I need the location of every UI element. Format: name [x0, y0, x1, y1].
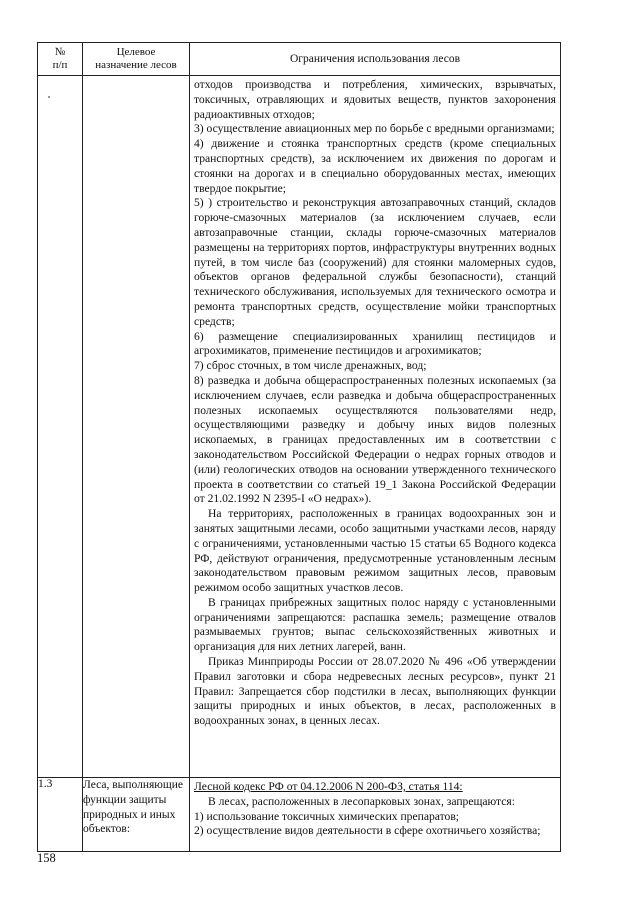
row-purpose-cell: Леса, выполняющие функции защиты природных и иных объектов:	[83, 778, 190, 852]
header-restrictions-cell	[190, 43, 561, 76]
restriction-item-4: 4) движение и стоянка транспортных средств (кроме специальных транспортных средств), за исключением их движения по дорогам и стоянки на дорогах и в специально оборудованных местах, имеющих твердое покрытие;	[194, 137, 556, 195]
header-purpose-line1: Целевое	[116, 46, 156, 58]
page-number: 158	[37, 851, 56, 865]
coastal-strip-paragraph: В границах прибрежных защитных полос наряду с установленными ограничениями запрещаются: распашка земель; размещение отвалов размываемых грунтов; выпас сельскохозяйственных животных и организация для них летних лагерей, ванн.	[194, 595, 556, 654]
restrictions-table	[37, 42, 561, 852]
header-purpose-cell	[83, 43, 190, 76]
header-number-cell	[38, 43, 83, 76]
table-row-1-3	[38, 778, 561, 852]
forest-park-item-1: 1) использование токсичных химических препаратов;	[194, 809, 460, 823]
restriction-item-5: 5) ) строительство и реконструкция автозаправочных станций, складов горюче-смазочных материалов (за исключением случаев, если автозаправочные станции, склады горюче-смазочных материалов размещены на территориях портов, инфраструктуры внутренних водных путей, в том числе баз (сооружений) для стоянки маломерных судов, объектов органов федеральной службы безопасности), станций технического обслуживания, используемых для технического осмотра и ремонта транспортных средств, осуществление мойки транспортных средств;	[194, 196, 556, 328]
forest-park-intro: В лесах, расположенных в лесопарковых зонах, запрещаются:	[208, 794, 515, 808]
restrictions-cell-continuation	[190, 76, 561, 778]
row-number-cell: 1.3	[38, 778, 83, 852]
ministry-order-paragraph: Приказ Минприроды России от 28.07.2020 № 496 «Об утверждении Правил заготовки и сбора недревесных лесных ресурсов», пункт 21 Правил: Запрещается сбор подстилки в лесах, выполняющих функции защиты природных и иных объектов, в лесах, расположенных в водоохранных зонах, в ценных лесах.	[194, 655, 556, 728]
table-header-row	[38, 43, 561, 76]
purpose-cell-empty	[83, 76, 190, 778]
number-cell-empty	[38, 76, 83, 778]
header-number-line1: №	[54, 46, 66, 58]
water-protection-paragraph: На территориях, расположенных в границах водоохранных зон и занятых защитными лесами, особо защитными участками лесов, наряду с ограничениями, установленными частью 15 статьи 65 Водного кодекса РФ, действуют ограничения, предусмотренные установленным лесным законодательством правовым режимом защитных лесов, правовым режимом особо защитных участков лесов.	[194, 507, 556, 595]
law-reference-link: Лесной кодекс РФ от 04.12.2006 N 200-ФЗ, статья 114:	[194, 780, 463, 793]
restriction-paragraph: отходов производства и потребления, химических, взрывчатых, токсичных, отравляющих и ядовитых веществ, пунктов захоронения радиоактивных отходов;	[194, 78, 556, 121]
restriction-item-8: 8) разведка и добыча общераспространенных полезных ископаемых (за исключением случаев, если разведка и добыча общераспространенных полезных ископаемых осуществляются пользователями недр, осуществляющими разведку и добычу иных видов полезных ископаемых, в границах предоставленных им в соответствии с законодательством Российской Федерации о недрах горных отводов и (или) геологических отводов на основании утвержденного технического проекта в соответствии со статьей 19_1 Закона Российской Федерации от 21.02.1992 N 2395-I «О недрах»).	[194, 373, 556, 506]
scan-speck	[48, 96, 50, 98]
header-restrictions-label: Ограничения использования лесов	[289, 53, 461, 65]
header-purpose-line2: назначение лесов	[95, 59, 177, 71]
restriction-item-3: 3) осуществление авиационных мер по борьбе с вредными организмами;	[194, 122, 555, 136]
header-number-line2: п/п	[52, 59, 68, 71]
restriction-item-6: 6) размещение специализированных хранилищ пестицидов и агрохимикатов, применение пестицидов и агрохимикатов;	[194, 329, 556, 358]
row-restrictions-cell	[190, 778, 561, 852]
table-row-continuation	[38, 76, 561, 778]
restriction-item-7: 7) сброс сточных, в том числе дренажных, вод;	[194, 359, 427, 373]
forest-park-item-2: 2) осуществление видов деятельности в сфере охотничьего хозяйства;	[194, 824, 541, 838]
